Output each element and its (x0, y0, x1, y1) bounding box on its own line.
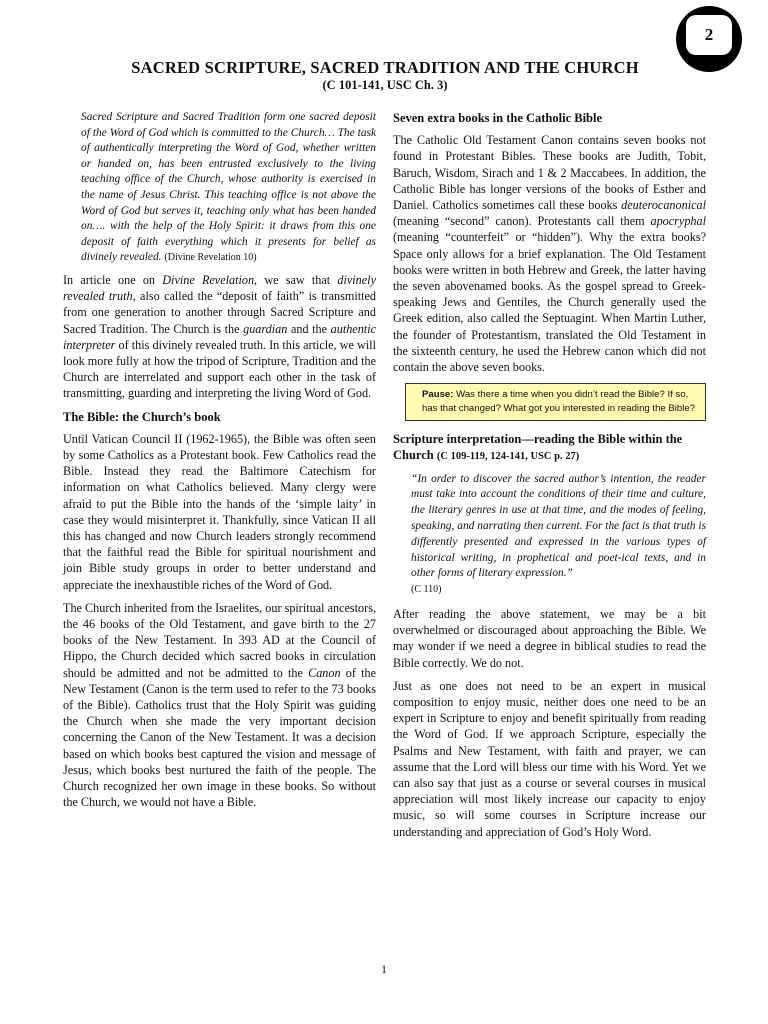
opening-quote-citation: (Divine Revelation 10) (164, 252, 257, 264)
page-number: 1 (381, 962, 387, 976)
text-run: (meaning “second” canon). Protestants call them (393, 214, 651, 229)
text-run: of the New Testament (Canon is the term used to refer to the 73 books of the Bible). Catholics trust that the Holy Spirit was guiding the Church when she made the very important decision concerning the Canon of the New Testament. It was a decision based on which books best captured the vision and message of Jesus, which books best nurtured the faith of the people. The Church recognized her own image in these books. So without the Church, we would not have a Bible. (63, 665, 377, 810)
intro-paragraph (63, 272, 376, 402)
text-run: and the (287, 321, 331, 336)
text-run-italic: guardian (243, 321, 288, 336)
text-run-italic: divinely revealed truth, (63, 272, 376, 304)
text-run-italic: apocryphal (650, 214, 706, 229)
opening-quote-text: Sacred Scripture and Sacred Tradition form one sacred deposit of the Word of God which is committed to the Church… The task of authentically interpreting the Word of God, whether written or handed on, has been entrusted exclusively to the living teaching office of the Church, whose authority is exercised in the name of Jesus Christ. This teaching office is not above the Word of God but serves it, teaching only what has been handed on…. with the help of the Holy Spirit: it draws from this one deposit of faith everything which it presents for belief as divinely revealed. (81, 111, 376, 264)
opening-quote (63, 110, 376, 266)
overwhelmed-paragraph: After reading the above statement, we may be a bit overwhelmed or discouraged about approaching the Bible. We may wonder if we need a degree in biblical studies to read the Bible correctly. We do not. (393, 607, 706, 670)
text-run: The Catholic Old Testament Canon contains seven books not found in Protestant Bibles. These books are Judith, Tobit, Baruch, Wisdom, Sirach and 1 & 2 Maccabees. In addition, the Catholic Bible has longer versions of the books of Esther and Daniel. Catholics sometimes call these books (393, 133, 706, 213)
heading-reference: (C 109-119, 124-141, USC p. 27) (436, 451, 580, 463)
catechism-quote-citation: (C 110) (411, 584, 442, 596)
music-analogy-paragraph: Just as one does not need to be an expert in musical composition to enjoy music, neither does one need to be an expert in Scripture to enjoy and benefit spiritually from reading the Word of God. If we approach Scripture, especially the Psalms and New Testament, with faith and prayer, we can assume that the Lord will bless our time with his Word. Yet we can also say that just as a course or several courses in musical appreciation will most likely increase our capacity to enjoy music, so will some courses in Scripture increase our understanding and appreciation of God’s Holy Word. (393, 678, 706, 839)
heading-text: Scripture interpretation—reading the Bible within the Church (393, 432, 683, 463)
document-subtitle: (C 101-141, USC Ch. 3) (322, 78, 448, 92)
text-run-italic: Canon (308, 665, 341, 680)
text-run-italic: Divine Revelation, (162, 272, 258, 287)
catechism-quote (393, 472, 706, 598)
document-title: SACRED SCRIPTURE, SACRED TRADITION AND THE CHURCH (131, 58, 639, 77)
catechism-quote-text: “In order to discover the sacred author’s intention, the reader must take into account the conditions of their time and culture, the literary genres in use at that time, and the modes of feeling, speaking, and narrating then current. For the fact is that truth is differently presented and expressed in the various types of historical writing, in prophetical and poet-ical texts, and in other forms of literary expression.” (411, 472, 706, 580)
canon-paragraph (63, 600, 376, 811)
pause-label: Pause: (422, 389, 454, 401)
page-badge-number: 2 (686, 15, 732, 55)
section-heading-bible: The Bible: the Church’s book (63, 409, 221, 424)
text-run: In article one on (63, 272, 163, 287)
text-run: of this divinely revealed truth. In this article, we will look more fully at how the tripod of Scripture, Tradition and the Church are interrelated and support each other in the task of transmitting, guarding and interpreting the living Word of God. (63, 337, 376, 401)
left-column (63, 110, 376, 817)
text-run: we saw that (257, 272, 338, 287)
text-run: The Church inherited from the Israelites, our spiritual ancestors, the 46 books of the Old Testament, and gave birth to the 27 books of the New Testament. In 393 AD at the Council of Hippo, the Church decided which sacred books in circulation should be admitted and not be admitted to the (63, 600, 376, 680)
extra-books-paragraph (393, 132, 706, 375)
text-run-italic: authentic interpreter (63, 321, 376, 352)
right-column (393, 110, 706, 847)
text-run-italic: deuterocanonical (621, 198, 706, 213)
bible-paragraph: Until Vatican Council II (1962-1965), the Bible was often seen by some Catholics as a Protestant book. Few Catholics read the Bible. Instead they read the Baltimore Catechism for information on what Catholics believed. Many clergy were afraid to put the Bible into the hands of the ‘simple laity’ in case they would misinterpret it. Thankfully, since Vatican II all this has changed and now Church leaders strongly recommend that the faithful read the Bible for spiritual nourishment and join Bible study groups in order to better understand and appreciate the inexhaustible riches of the Word of God. (63, 431, 376, 592)
text-run: (meaning “counterfeit” or “hidden”). Why the extra books? Space only allows for a brief explanation. The Old Testament books were written in both Hebrew and Greek, the latter having the seven abovenamed books. As the gospel spread to Greek-speaking Jews and Gentiles, the Church generally used the Greek edition, also called the Septuagint. When Martin Luther, the founder of Protestantism, translated the Old Testament in the sixteenth century, he used the Hebrew canon which did not contain the above seven books. (393, 230, 706, 375)
section-heading-extra-books: Seven extra books in the Catholic Bible (393, 111, 603, 125)
section-heading-interpretation (393, 431, 706, 465)
text-run: also called the “deposit of faith” is transmitted from one generation to another through Sacred Scripture and Sacred Tradition. The Church is the (63, 289, 376, 336)
pause-box (405, 383, 706, 421)
pause-text: Was there a time when you didn’t read the Bible? If so, has that changed? What got you interested in reading the Bible? (422, 389, 696, 415)
